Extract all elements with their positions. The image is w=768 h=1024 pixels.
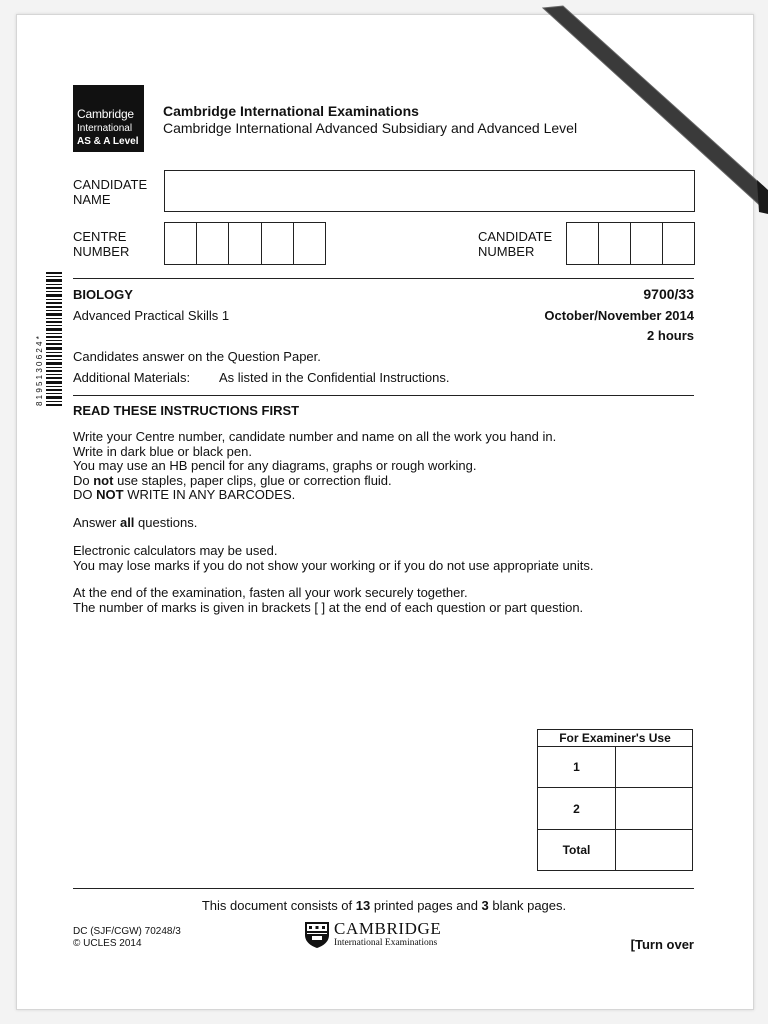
component: Advanced Practical Skills 1 (73, 308, 230, 323)
header-org: Cambridge International Examinations (163, 103, 419, 119)
cambridge-crest-icon (304, 921, 330, 949)
examiner-mark-cell[interactable] (616, 830, 693, 871)
examiner-mark-cell[interactable] (616, 747, 693, 788)
turn-over: [Turn over (630, 937, 694, 952)
divider-bottom (73, 888, 694, 889)
barcode (32, 272, 62, 407)
candidate-number-label: CANDIDATE NUMBER (478, 229, 553, 259)
instructions-block-1: Write your Centre number, candidate number and name on all the work you hand in. Write in dark blue or black pen. You may use an HB pencil for any diagrams, graphs or rough working. Do not use staples, paper clips, glue or correction fluid. DO NOT WRITE IN ANY BARCODES. (73, 429, 557, 503)
candidate-name-field[interactable] (164, 170, 695, 212)
logo-line1: Cambridge (77, 107, 134, 121)
examiner-table (537, 729, 693, 871)
footer-codes: DC (SJF/CGW) 70248/3 © UCLES 2014 (73, 926, 181, 949)
materials-value: As listed in the Confidential Instructions. (219, 370, 450, 385)
instructions-block-3: Electronic calculators may be used. You may lose marks if you do not show your working or if you do not use appropriate units. (73, 543, 594, 573)
instructions-block-4: At the end of the examination, fasten all your work securely together. The number of marks is given in brackets [ ] at the end of each question or part question. (73, 585, 584, 615)
materials-label: Additional Materials: (73, 370, 191, 385)
header-qualification: Cambridge International Advanced Subsidiary and Advanced Level (163, 120, 578, 136)
examiner-mark-cell[interactable] (616, 788, 693, 830)
cambridge-wordmark: CAMBRIDGE (334, 919, 442, 938)
centre-number-label: CENTRE NUMBER (73, 229, 130, 259)
cambridge-logo (73, 85, 144, 152)
ribbon-url[interactable]: www.XtremePapers.com (608, 12, 750, 142)
candidate-number-field[interactable] (566, 222, 695, 265)
centre-number-field[interactable] (164, 222, 326, 265)
logo-line2: International (77, 123, 133, 134)
session: October/November 2014 (544, 308, 694, 323)
subject: BIOLOGY (73, 287, 133, 302)
candidate-name-label: CANDIDATE NAME (73, 177, 148, 207)
instructions-heading: READ THESE INSTRUCTIONS FIRST (73, 403, 300, 418)
page-count-note: This document consists of 13 printed pages and 3 blank pages. (201, 898, 567, 913)
instructions-block-2: Answer all questions. (73, 515, 198, 530)
examiner-row-label: Total (538, 830, 616, 871)
cambridge-wordmark-sub: International Examinations (334, 938, 438, 948)
answer-note: Candidates answer on the Question Paper. (73, 349, 321, 364)
examiner-heading: For Examiner's Use (538, 730, 693, 747)
divider-top (73, 278, 694, 279)
logo-line3: AS & A Level (77, 136, 139, 147)
examiner-row-label: 1 (538, 747, 616, 788)
duration: 2 hours (647, 328, 694, 343)
examiner-row-label: 2 (538, 788, 616, 830)
barcode-number: 8 1 9 5 1 3 0 6 2 4 * (35, 336, 44, 406)
paper-code: 9700/33 (643, 286, 694, 302)
divider-mid (73, 395, 694, 396)
